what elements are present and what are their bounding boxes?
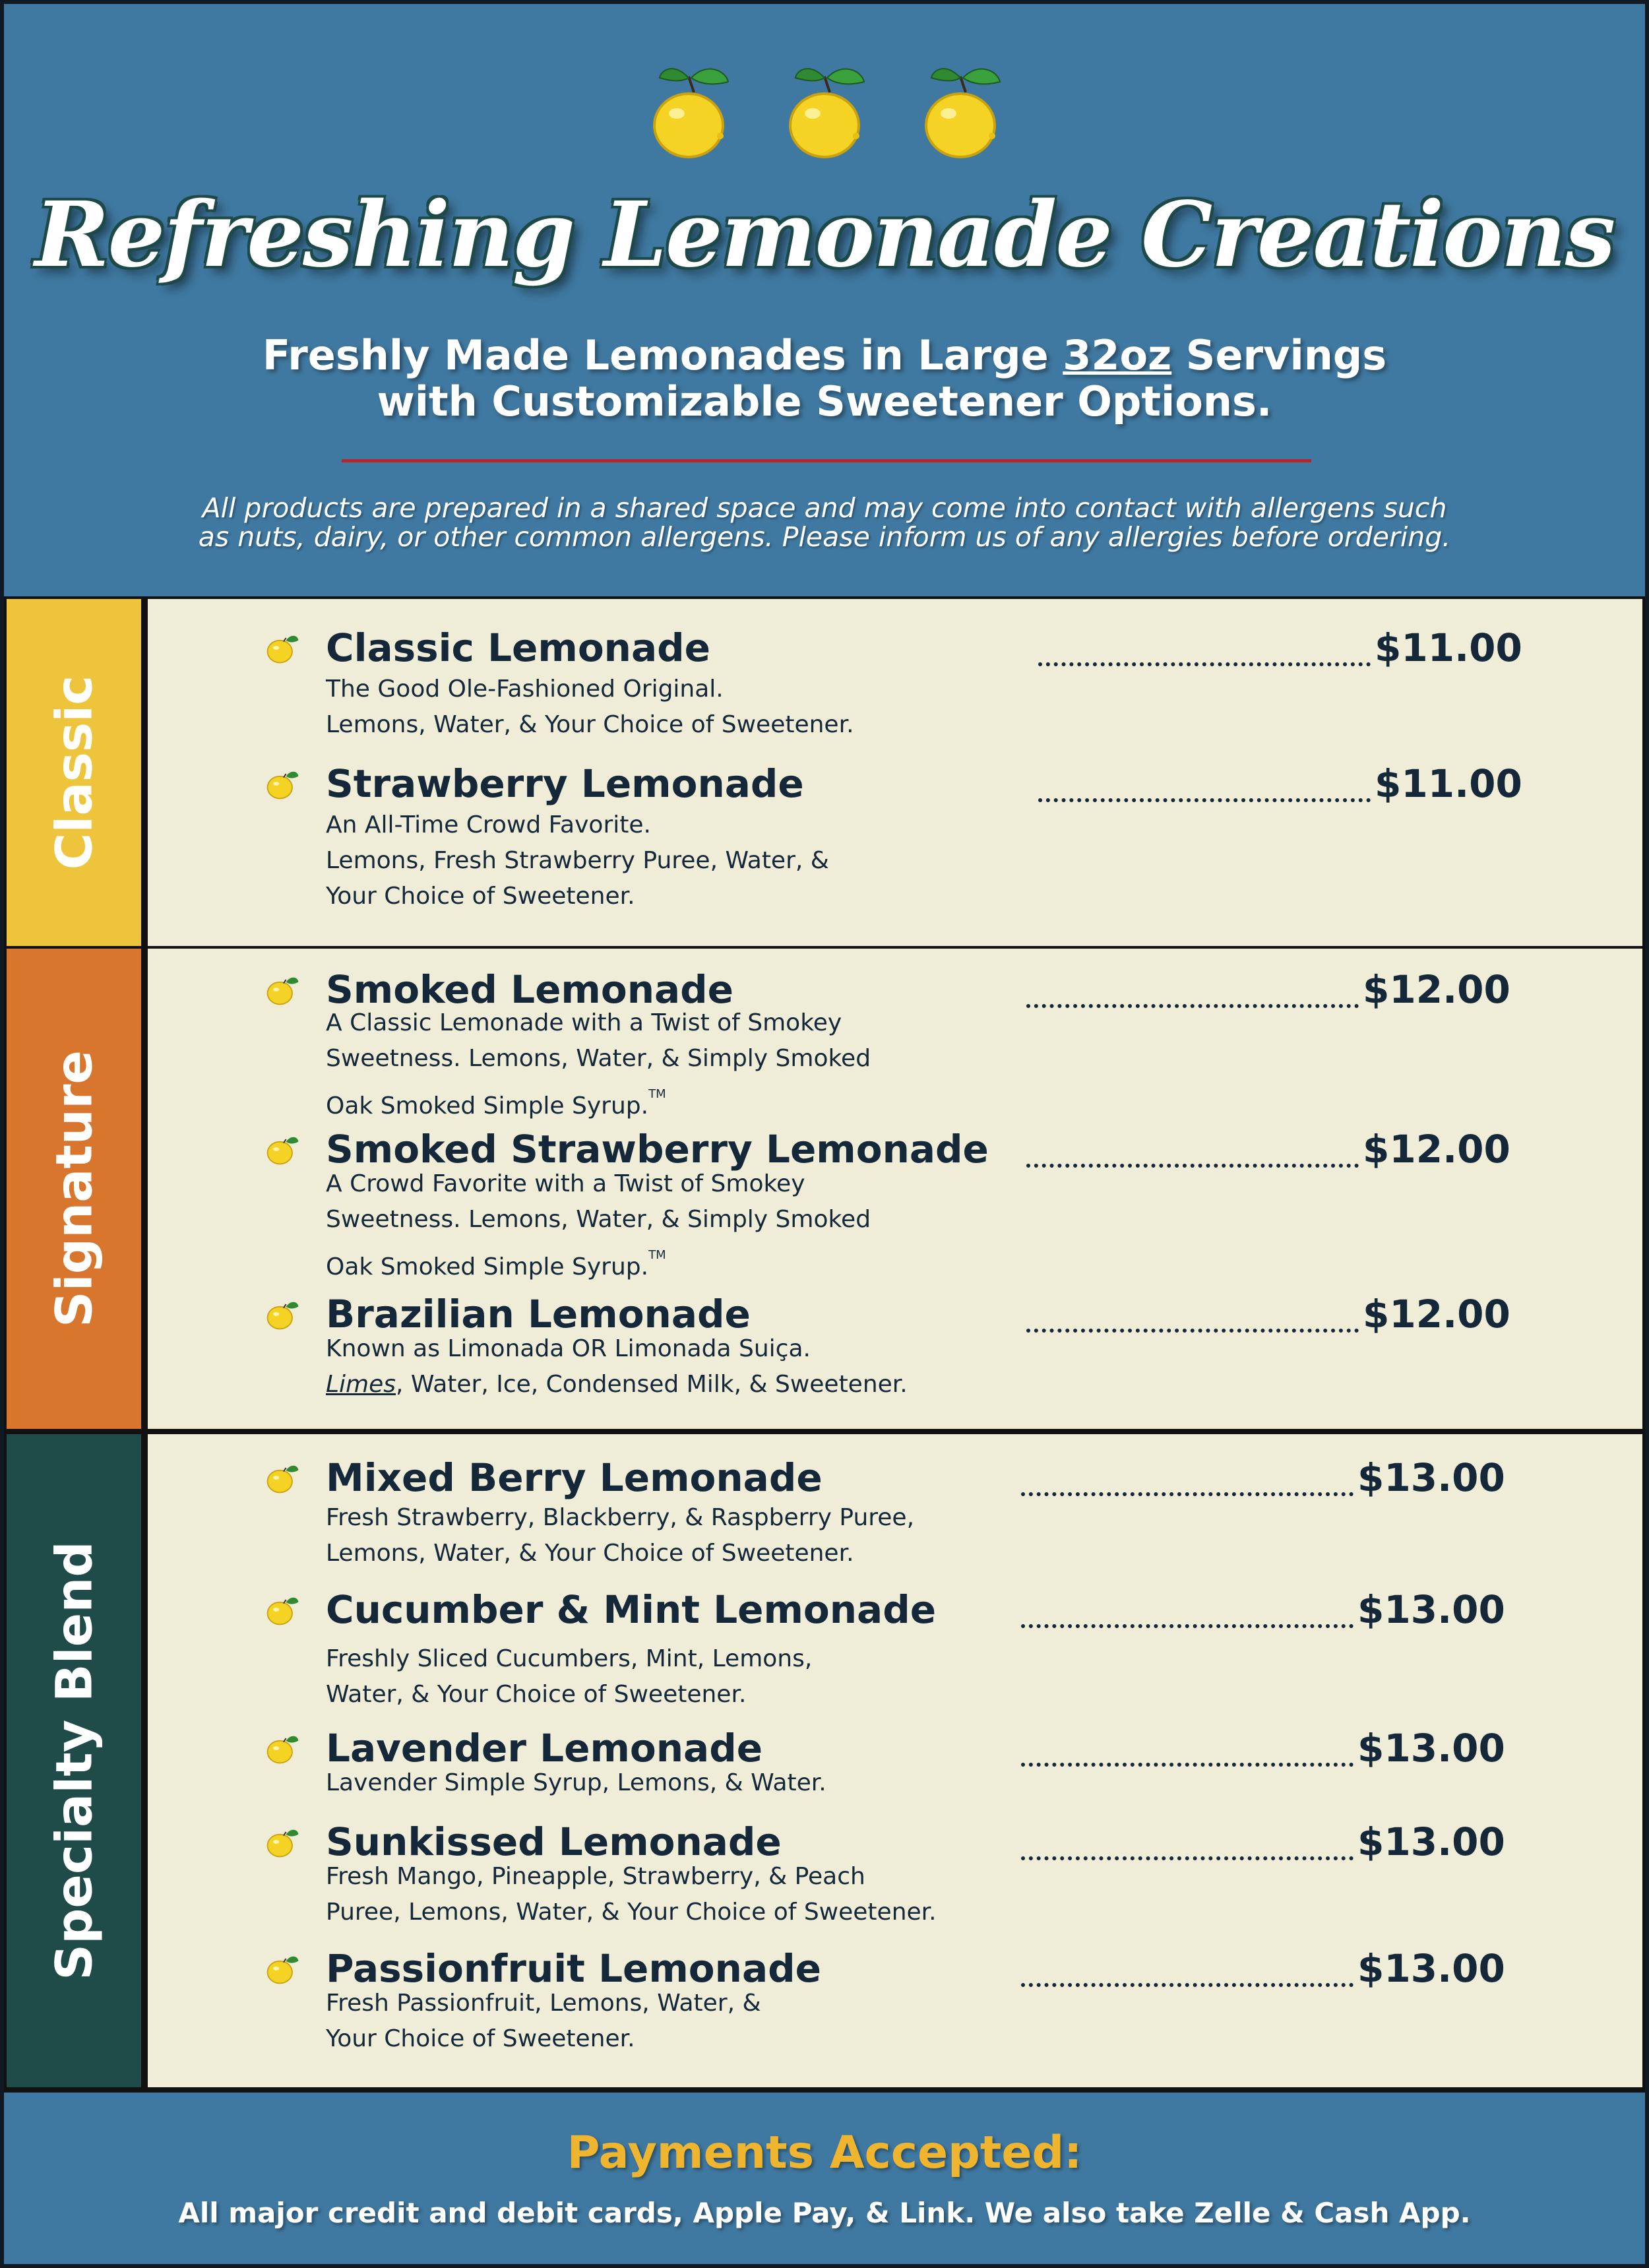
item-description: A Classic Lemonade with a Twist of Smokey bbox=[326, 1009, 842, 1036]
section-tab-specialty bbox=[7, 1434, 141, 2087]
item-description: Fresh Mango, Pineapple, Strawberry, & Peach bbox=[326, 1863, 865, 1890]
item-price: $12.00 bbox=[1363, 967, 1510, 1012]
item-description: The Good Ole-Fashioned Original. bbox=[326, 676, 724, 703]
item-description: Lemons, Fresh Strawberry Puree, Water, & bbox=[326, 847, 829, 874]
section-specialty-blend bbox=[4, 1432, 1645, 2093]
item-name: Lavender Lemonade bbox=[326, 1726, 763, 1771]
lemon-icon bbox=[264, 629, 301, 666]
dot-leader bbox=[1038, 798, 1371, 802]
item-price: $13.00 bbox=[1357, 1726, 1505, 1771]
item-name: Mixed Berry Lemonade bbox=[326, 1455, 823, 1500]
menu-title: Refreshing Lemonade Creations bbox=[34, 182, 1615, 288]
subtitle-text: Freshly Made Lemonades in Large bbox=[262, 331, 1063, 379]
allergen-notice bbox=[103, 493, 1546, 551]
dot-leader bbox=[1021, 1492, 1353, 1496]
item-description: Puree, Lemons, Water, & Your Choice of Sweetener. bbox=[326, 1899, 937, 1926]
item-description-text: Oak Smoked Simple Syrup. bbox=[326, 1253, 649, 1280]
item-price: $13.00 bbox=[1357, 1819, 1505, 1864]
item-name: Sunkissed Lemonade bbox=[326, 1819, 782, 1864]
item-name: Strawberry Lemonade bbox=[326, 761, 804, 806]
payments-footer bbox=[4, 2093, 1645, 2264]
lemon-icon bbox=[264, 1296, 301, 1333]
item-description: Lemons, Water, & Your Choice of Sweetener. bbox=[326, 1540, 854, 1567]
item-name: Cucumber & Mint Lemonade bbox=[326, 1587, 937, 1632]
item-description: Lemons, Water, & Your Choice of Sweetener. bbox=[326, 711, 854, 738]
item-description: An All-Time Crowd Favorite. bbox=[326, 811, 651, 838]
item-price: $13.00 bbox=[1357, 1946, 1505, 1991]
item-description: Sweetness. Lemons, Water, & Simply Smoked bbox=[326, 1206, 871, 1233]
allergen-line: as nuts, dairy, or other common allergens. Please inform us of any allergies before ordering. bbox=[198, 521, 1451, 553]
lemon-icon bbox=[264, 1591, 301, 1628]
lemon-icon bbox=[264, 971, 301, 1008]
item-description: Known as Limonada OR Limonada Suiça. bbox=[326, 1335, 811, 1362]
payments-text: All major credit and debit cards, Apple Pay, & Link. We also take Zelle & Cash App. bbox=[178, 2197, 1471, 2229]
item-name: Brazilian Lemonade bbox=[326, 1292, 751, 1337]
item-price: $12.00 bbox=[1363, 1127, 1510, 1172]
lemon-icon bbox=[264, 1459, 301, 1496]
lemon-decoration bbox=[4, 58, 1645, 164]
item-description-text: , Water, Ice, Condensed Milk, & Sweetener. bbox=[396, 1371, 908, 1398]
lemon-icon bbox=[264, 1131, 301, 1168]
dot-leader bbox=[1026, 1004, 1359, 1008]
section-panel bbox=[148, 949, 1642, 1429]
section-panel bbox=[148, 1434, 1642, 2087]
lemon-icon bbox=[264, 1823, 301, 1860]
subtitle-text-line2: with Customizable Sweetener Options. bbox=[377, 377, 1272, 425]
section-panel bbox=[148, 599, 1642, 946]
item-description: Water, & Your Choice of Sweetener. bbox=[326, 1681, 747, 1708]
section-tab-signature bbox=[7, 949, 141, 1429]
lemon-icon bbox=[919, 58, 1012, 164]
item-description: Sweetness. Lemons, Water, & Simply Smoked bbox=[326, 1045, 871, 1072]
lemon-icon bbox=[784, 58, 876, 164]
trademark: TM bbox=[648, 1248, 666, 1262]
item-description-text: Oak Smoked Simple Syrup. bbox=[326, 1092, 649, 1119]
item-description bbox=[326, 1077, 666, 1124]
item-description: Your Choice of Sweetener. bbox=[326, 2025, 635, 2052]
item-description: Lavender Simple Syrup, Lemons, & Water. bbox=[326, 1769, 826, 1796]
dot-leader bbox=[1038, 662, 1371, 666]
item-description: Fresh Passionfruit, Lemons, Water, & bbox=[326, 1990, 761, 2017]
allergen-line: All products are prepared in a shared space and may come into contact with allergens such bbox=[202, 492, 1447, 524]
lemon-icon bbox=[264, 1730, 301, 1767]
item-price: $13.00 bbox=[1357, 1587, 1505, 1632]
dot-leader bbox=[1021, 1983, 1353, 1987]
dot-leader bbox=[1026, 1329, 1359, 1333]
payments-title: Payments Accepted: bbox=[567, 2127, 1082, 2179]
item-description bbox=[326, 1238, 666, 1285]
subtitle-text: Servings bbox=[1171, 331, 1387, 379]
section-label: Classic bbox=[44, 675, 104, 870]
item-description bbox=[326, 1367, 908, 1402]
item-name: Smoked Strawberry Lemonade bbox=[326, 1127, 989, 1172]
menu-subtitle bbox=[4, 332, 1645, 425]
lemon-icon bbox=[648, 58, 740, 164]
dot-leader bbox=[1021, 1856, 1353, 1860]
item-description: Fresh Strawberry, Blackberry, & Raspberry Puree, bbox=[326, 1504, 915, 1531]
dot-leader bbox=[1021, 1624, 1353, 1628]
item-name: Classic Lemonade bbox=[326, 625, 710, 670]
trademark: TM bbox=[648, 1087, 666, 1101]
dot-leader bbox=[1021, 1763, 1353, 1767]
section-tab-classic bbox=[7, 599, 141, 946]
serving-size: 32oz bbox=[1063, 331, 1172, 379]
item-name: Smoked Lemonade bbox=[326, 967, 733, 1012]
section-classic bbox=[4, 596, 1645, 949]
item-description: Freshly Sliced Cucumbers, Mint, Lemons, bbox=[326, 1645, 813, 1672]
menu-header bbox=[4, 4, 1645, 596]
item-description: A Crowd Favorite with a Twist of Smokey bbox=[326, 1170, 805, 1197]
section-signature bbox=[4, 946, 1645, 1434]
item-price: $11.00 bbox=[1375, 625, 1522, 670]
dot-leader bbox=[1026, 1164, 1359, 1168]
lemon-icon bbox=[264, 765, 301, 802]
lemon-icon bbox=[264, 1950, 301, 1987]
divider bbox=[342, 459, 1311, 462]
item-price: $13.00 bbox=[1357, 1455, 1505, 1500]
limes-text: Limes bbox=[326, 1371, 396, 1398]
section-label: Specialty Blend bbox=[44, 1541, 104, 1980]
item-description: Your Choice of Sweetener. bbox=[326, 883, 635, 910]
item-name: Passionfruit Lemonade bbox=[326, 1946, 821, 1991]
item-price: $11.00 bbox=[1375, 761, 1522, 806]
section-label: Signature bbox=[44, 1050, 104, 1328]
item-price: $12.00 bbox=[1363, 1292, 1510, 1337]
